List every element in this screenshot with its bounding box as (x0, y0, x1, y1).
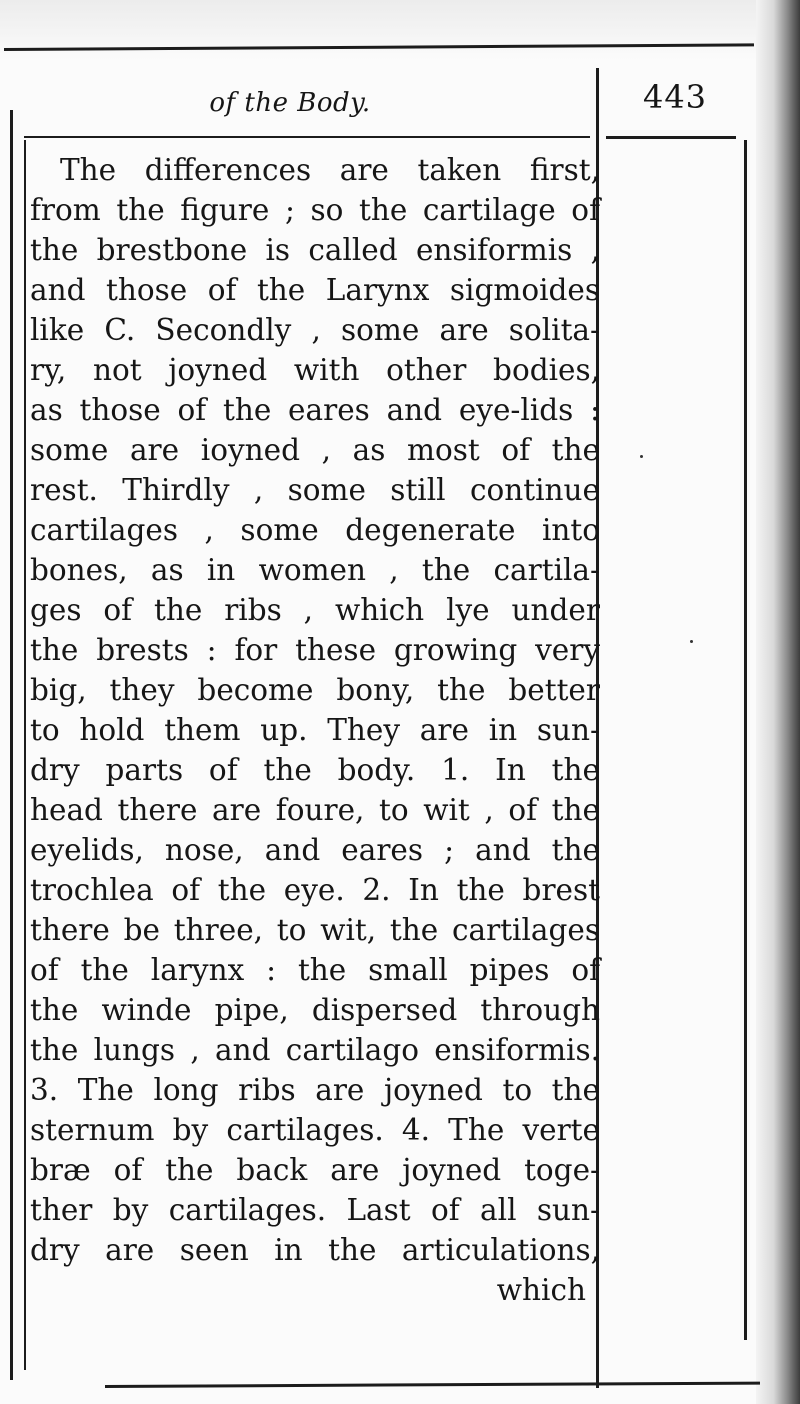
text-line: of the larynx : the small pipes of (30, 953, 600, 987)
text-line: the brests : for these growing very (30, 633, 600, 667)
text-line: like C. Secondly , some are solita- (30, 313, 600, 347)
text-line: big, they become bony, the better (30, 673, 600, 707)
text-line: trochlea of the eye. 2. In the brest (30, 873, 600, 907)
text-line: rest. Thirdly , some still continue (30, 473, 600, 507)
text-line: The differences are taken first, (60, 153, 600, 187)
text-line: head there are foure, to wit , of the (30, 793, 600, 827)
book-gutter-edge (756, 0, 800, 1404)
text-line: the winde pipe, dispersed through (30, 993, 600, 1027)
text-line: dry are seen in the articulations, (30, 1233, 600, 1267)
text-line: sternum by cartilages. 4. The verte (30, 1113, 600, 1147)
text-line: ther by cartilages. Last of all sun- (30, 1193, 600, 1227)
text-line: and those of the Larynx sigmoides (30, 273, 600, 307)
text-line: the lungs , and cartilago ensiformis. (30, 1033, 600, 1067)
text-line: 3. The long ribs are joyned to the (30, 1073, 600, 1107)
ink-speck (690, 640, 693, 643)
text-line: bones, as in women , the cartila- (30, 553, 600, 587)
running-head: of the Body. (209, 88, 371, 118)
margin-box-top-rule (606, 136, 736, 139)
text-line: ry, not joyned with other bodies, (30, 353, 600, 387)
page-number: 443 (642, 78, 708, 116)
ink-speck (640, 455, 643, 458)
left-outer-border-rule (10, 110, 13, 1380)
header-underline-rule (24, 136, 590, 138)
text-line: bræ of the back are joyned toge- (30, 1153, 600, 1187)
text-line: to hold them up. They are in sun- (30, 713, 600, 747)
text-line: ges of the ribs , which lye under (30, 593, 600, 627)
page-top-shading (0, 0, 800, 60)
text-line: from the figure ; so the cartilage of (30, 193, 600, 227)
text-line: dry parts of the body. 1. In the (30, 753, 600, 787)
text-line: there be three, to wit, the cartilages (30, 913, 600, 947)
text-line: some are ioyned , as most of the (30, 433, 600, 467)
bottom-border-rule (105, 1382, 760, 1388)
left-inner-border-rule (24, 140, 26, 1370)
text-line: cartilages , some degenerate into (30, 513, 600, 547)
catchword: which (496, 1273, 586, 1307)
text-line: eyelids, nose, and eares ; and the (30, 833, 600, 867)
margin-box-right-rule (744, 140, 747, 1340)
text-line: the brestbone is called ensiformis , (30, 233, 600, 267)
text-line: as those of the eares and eye-lids : (30, 393, 600, 427)
body-text (30, 150, 600, 1310)
